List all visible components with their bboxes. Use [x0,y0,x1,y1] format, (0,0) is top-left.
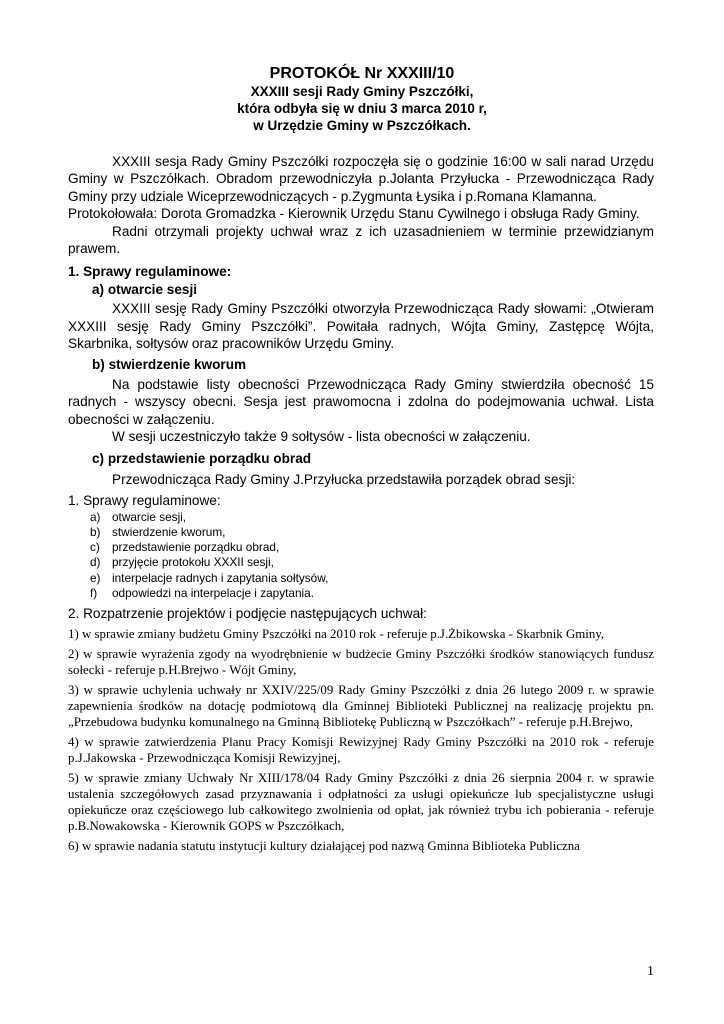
agenda-item-2: 2. Rozpatrzenie projektów i podjęcie następujących uchwał: [68,605,427,621]
agenda-sublist [68,510,654,601]
header-line-3: w Urzędzie Gminy w Pszczółkach. [253,118,471,133]
agenda-subitem-letter: e) [90,570,101,585]
subsection-heading-c: c) przedstawienie porządku obrad [92,450,312,466]
agenda-subitem [90,571,654,586]
subsection-heading-b: b) stwierdzenie kworum [92,357,247,373]
document-body [68,153,654,858]
intro-paragraph-2: Protokołowała: Dorota Gromadzka - Kierownik Urzędu Stanu Cywilnego i obsługa Rady Gminy. [68,206,640,222]
agenda-subitem [90,555,654,570]
subsection-text-c: Przewodnicząca Rady Gminy J.Przyłucka przedstawiła porządek obrad sesji: [112,471,576,487]
subsection-heading-a: a) otwarcie sesji [92,281,198,297]
resolution-item: 3) w sprawie uchylenia uchwały nr XXIV/225/09 Rady Gminy Pszczółki z dnia 26 lutego 2009 r. w sprawie zapewnienia środków na dotację podmiotową dla Gminnej Biblioteki Publicznej na realizację projektu pn. „Przebudowa budynku komunalnego na Gminną Bibliotekę Publiczną w Pszczółkach” - referuje p.H.Brejwo, [68,683,654,730]
agenda-subitem [90,525,654,540]
resolution-item: 5) w sprawie zmiany Uchwały Nr XIII/178/04 Rady Gminy Pszczółki z dnia 26 sierpnia 2004 r. w sprawie ustalenia szczegółowych zasad przyznawania i odpłatności za usługi opiekuńcze lub specjalistyczne usługi opiekuńcze oraz częściowego lub całkowitego zwolnienia od opłat, jak również trybu ich pobierania - referuje p.B.Nowakowska - Kierownik GOPS w Pszczółkach, [68,771,654,834]
agenda-subitem-letter: a) [90,509,101,524]
agenda-subitem-text: otwarcie sesji, [112,509,187,524]
agenda-subitem [90,510,654,525]
agenda-subitem-text: przedstawienie porządku obrad, [112,540,280,555]
subsection-text-a: XXXIII sesję Rady Gminy Pszczółki otworzyła Przewodnicząca Rady słowami: „Otwieram XXXIII sesję Rady Gminy Pszczółki”. Powitała radnych, Wójta Gminy, Zastępcę Wójta, Skarbnika, sołtysów oraz pracowników Urzędu Gminy. [68,301,654,352]
page-number: 1 [647,964,654,979]
resolution-item: 6) w sprawie nadania statutu instytucji kultury działającej pod nazwą Gminna Biblioteka Publiczna [68,839,580,854]
resolutions-list [68,626,654,854]
agenda-subitem-text: interpelacje radnych i zapytania sołtysów, [112,570,329,585]
protocol-title: PROTOKÓŁ Nr XXXIII/10 [269,65,455,82]
intro-paragraph-3: Radni otrzymali projekty uchwał wraz z ich uzasadnieniem w terminie przewidzianym prawem. [68,223,654,257]
subsection-text-b2: W sesji uczestniczyło także 9 sołtysów - lista obecności w załączeniu. [112,429,531,445]
header-line-2: która odbyła się w dniu 3 marca 2010 r, [237,101,487,116]
section-heading-1: 1. Sprawy regulaminowe: [68,264,232,280]
resolution-item: 2) w sprawie wyrażenia zgody na wyodrębnienie w budżecie Gminy Pszczółki środków stanowiących fundusz sołecki - referuje p.H.Brejwo - Wójt Gminy, [68,647,654,678]
agenda-subitem-letter: f) [90,585,98,600]
subsection-text-b: Na podstawie listy obecności Przewodnicząca Rady Gminy stwierdziła obecność 15 radnych - wszyscy obecni. Sesja jest prawomocna i zdolna do podejmowania uchwał. Lista obecności w załączeniu. [68,376,654,427]
agenda-subitem-text: stwierdzenie kworum, [112,524,226,539]
agenda-subitem [90,586,654,601]
intro-paragraph-1: XXXIII sesja Rady Gminy Pszczółki rozpoczęła się o godzinie 16:00 w sali narad Urzędu Gminy w Pszczółkach. Obradom przewodniczyła p.Jolanta Przyłucka - Przewodnicząca Rady Gminy przy udziale Wiceprzewodniczących - p.Zygmunta Łysika i p.Romana Klamanna. [68,154,654,204]
agenda-subitem-letter: d) [90,555,101,570]
agenda-list [68,492,654,622]
agenda-item-1: 1. Sprawy regulaminowe: [68,493,221,509]
agenda-subitem-letter: b) [90,524,101,539]
header-line-1: XXXIII sesji Rady Gminy Pszczółki, [250,84,474,99]
agenda-subitem [90,540,654,555]
agenda-subitem-text: odpowiedzi na interpelacje i zapytania. [112,585,314,600]
resolution-item: 4) w sprawie zatwierdzenia Planu Pracy Komisji Rewizyjnej Rady Gminy Pszczółki na 2010 rok - referuje p.J.Jakowska - Przewodnicząca Komisji Rewizyjnej, [68,735,654,766]
resolution-item: 1) w sprawie zmiany budżetu Gminy Pszczółki na 2010 rok - referuje p.J.Żbikowska - Skarbnik Gminy, [68,627,605,642]
document-header [0,64,724,134]
agenda-subitem-text: przyjęcie protokołu XXXII sesji, [112,555,274,570]
agenda-subitem-letter: c) [90,540,100,555]
